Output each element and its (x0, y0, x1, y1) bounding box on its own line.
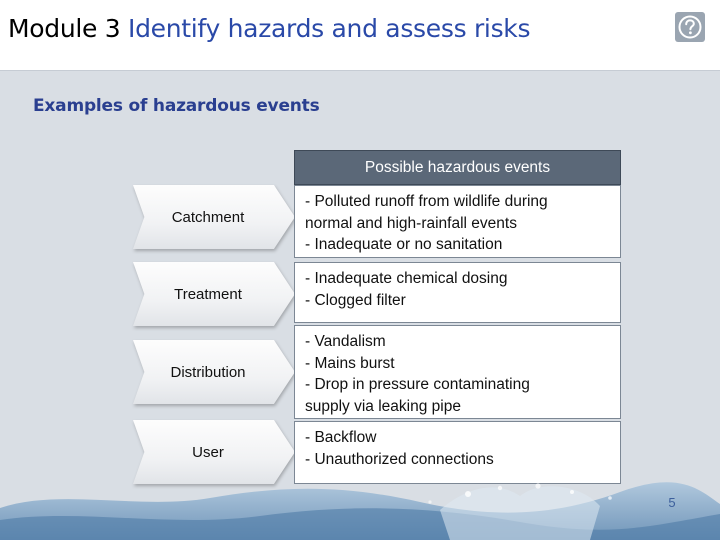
stage-label-distribution: Distribution (170, 363, 246, 381)
stage-label-treatment: Treatment (174, 285, 242, 303)
event-line: - Clogged filter (305, 291, 406, 309)
event-line: normal and high-rainfall events (305, 214, 517, 232)
event-line: - Inadequate or no sanitation (305, 236, 503, 253)
water-splash-footer (0, 480, 720, 540)
event-line: - Vandalism (305, 333, 386, 350)
events-box-distribution (294, 325, 621, 419)
title-topic: Identify hazards and assess risks (128, 14, 531, 43)
column-header: Possible hazardous events (294, 150, 621, 185)
events-box-user (294, 421, 621, 484)
event-line: - Drop in pressure contaminating (305, 376, 530, 393)
stage-arrow-treatment (133, 262, 295, 326)
event-line: - Backflow (305, 429, 377, 446)
events-box-treatment (294, 262, 621, 323)
event-line: - Mains burst (305, 354, 395, 372)
title-module: Module 3 (8, 14, 121, 43)
event-line: - Inadequate chemical dosing (305, 270, 508, 287)
event-line: - Unauthorized connections (305, 450, 494, 468)
stage-label-catchment: Catchment (171, 208, 245, 226)
event-line: - Polluted runoff from wildlife during (305, 193, 548, 210)
stage-label-user: User (192, 443, 224, 461)
page-number: 5 (668, 495, 676, 510)
stage-arrow-distribution (133, 340, 295, 404)
stage-arrow-catchment (133, 185, 295, 249)
event-line: supply via leaking pipe (305, 397, 461, 415)
stage-arrow-user (133, 420, 295, 484)
events-box-catchment (294, 185, 621, 258)
slide-subtitle: Examples of hazardous events (33, 96, 320, 116)
